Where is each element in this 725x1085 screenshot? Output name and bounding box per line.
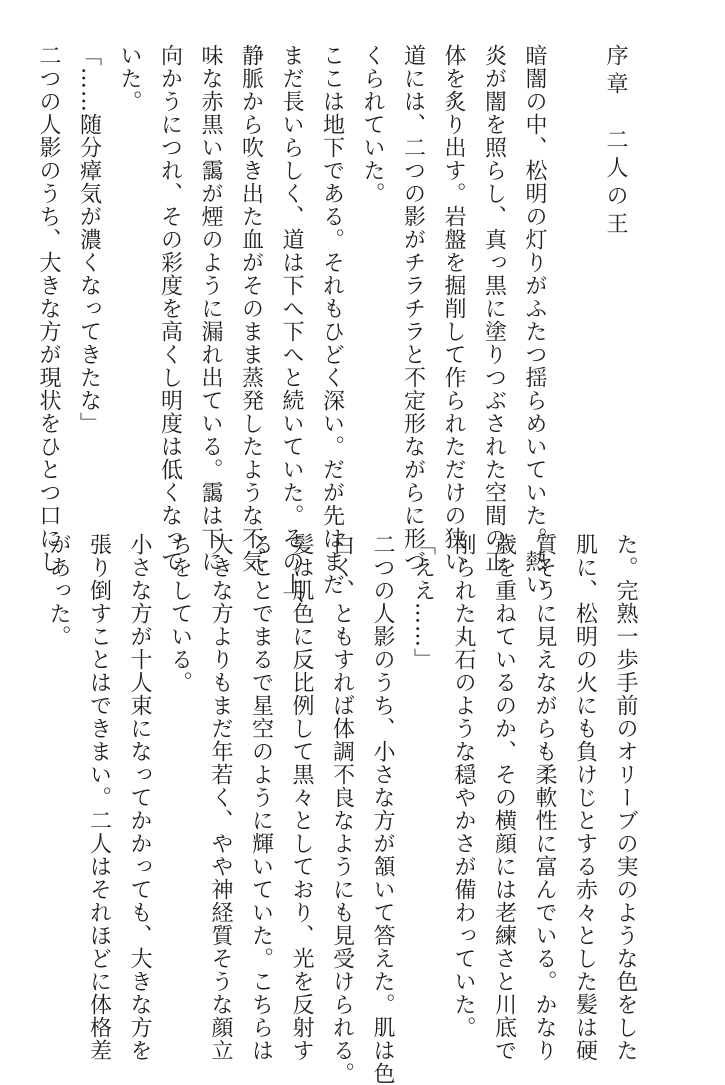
text-line: 二つの人影のうち、小さな方が頷いて答えた。肌は色 (370, 533, 395, 1085)
text-line: ここは地下である。それもひどく深い。だが先はまだ (319, 44, 345, 596)
text-line: 味な赤黒い靄が煙のように漏れ出ている。靄は下に (198, 44, 223, 573)
text-line: 削られた丸石のような穏やかさが備わっていた。 (451, 533, 476, 1039)
text-line: 歳を重ねているのか、その横顔には老練さと川底で (491, 533, 517, 1062)
text-line: 「……随分瘴気が濃くなってきたな」 (76, 44, 102, 435)
text-line: があった。 (46, 533, 71, 648)
text-line: 大きな方よりもまだ年若く、やや神経質そうな顔立 (208, 533, 233, 1062)
text-line: 暗闇の中、松明の灯りがふたつ揺らめいていた。熱い (522, 44, 547, 596)
text-line: 向かうにつれ、その彩度を高くし明度は低くなって (157, 44, 183, 573)
text-line: 炎が闇を照らし、真っ黒に塗りつぶされた空間の正 (481, 44, 507, 573)
text-line: 「ええ……」 (410, 533, 436, 671)
text-line: ちをしている。 (167, 533, 193, 694)
chapter-title: 序章 二人の王 (603, 44, 628, 240)
text-line: 体を炙り出す。岩盤を掘削して作られただけの狭い (441, 44, 466, 573)
text-line: 静脈から吹き出た血がそのまま蒸発したような不気 (238, 44, 264, 573)
text-line: 白く、ともすれば体調不良なようにも見受けられる。 (329, 533, 355, 1085)
text-line: まだ長いらしく、道は下へ下へと続いていた。その上、 (279, 44, 304, 619)
text-line: 道には、二つの影がチラチラと不定形ながらに形づ (400, 44, 426, 573)
text-line: 張り倒すことはできまい。二人はそれほどに体格差 (86, 533, 112, 1062)
text-line: 髪は肌色に反比例して黒々としており、光を反射す (289, 533, 314, 1062)
text-line: 肌に、松明の火にも負けじとする赤々とした髪は硬 (572, 533, 598, 1062)
text-line: いた。 (117, 44, 142, 113)
text-line: 質そうに見えながらも柔軟性に富んでいる。かなり (532, 533, 557, 1062)
text-line: ることでまるで星空のように輝いていた。こちらは (248, 533, 274, 1062)
text-line: た。完熟一歩手前のオリーブの実のような色をした (613, 533, 638, 1062)
text-line: 小さな方が十人束になってかかっても、大きな方を (127, 533, 152, 1062)
text-line: 二つの人影のうち、大きな方が現状をひとつ口にし (36, 44, 61, 573)
bottom-text-block (38, 533, 646, 1085)
title-spacer (554, 44, 595, 494)
text-line: くられていた。 (360, 44, 385, 205)
